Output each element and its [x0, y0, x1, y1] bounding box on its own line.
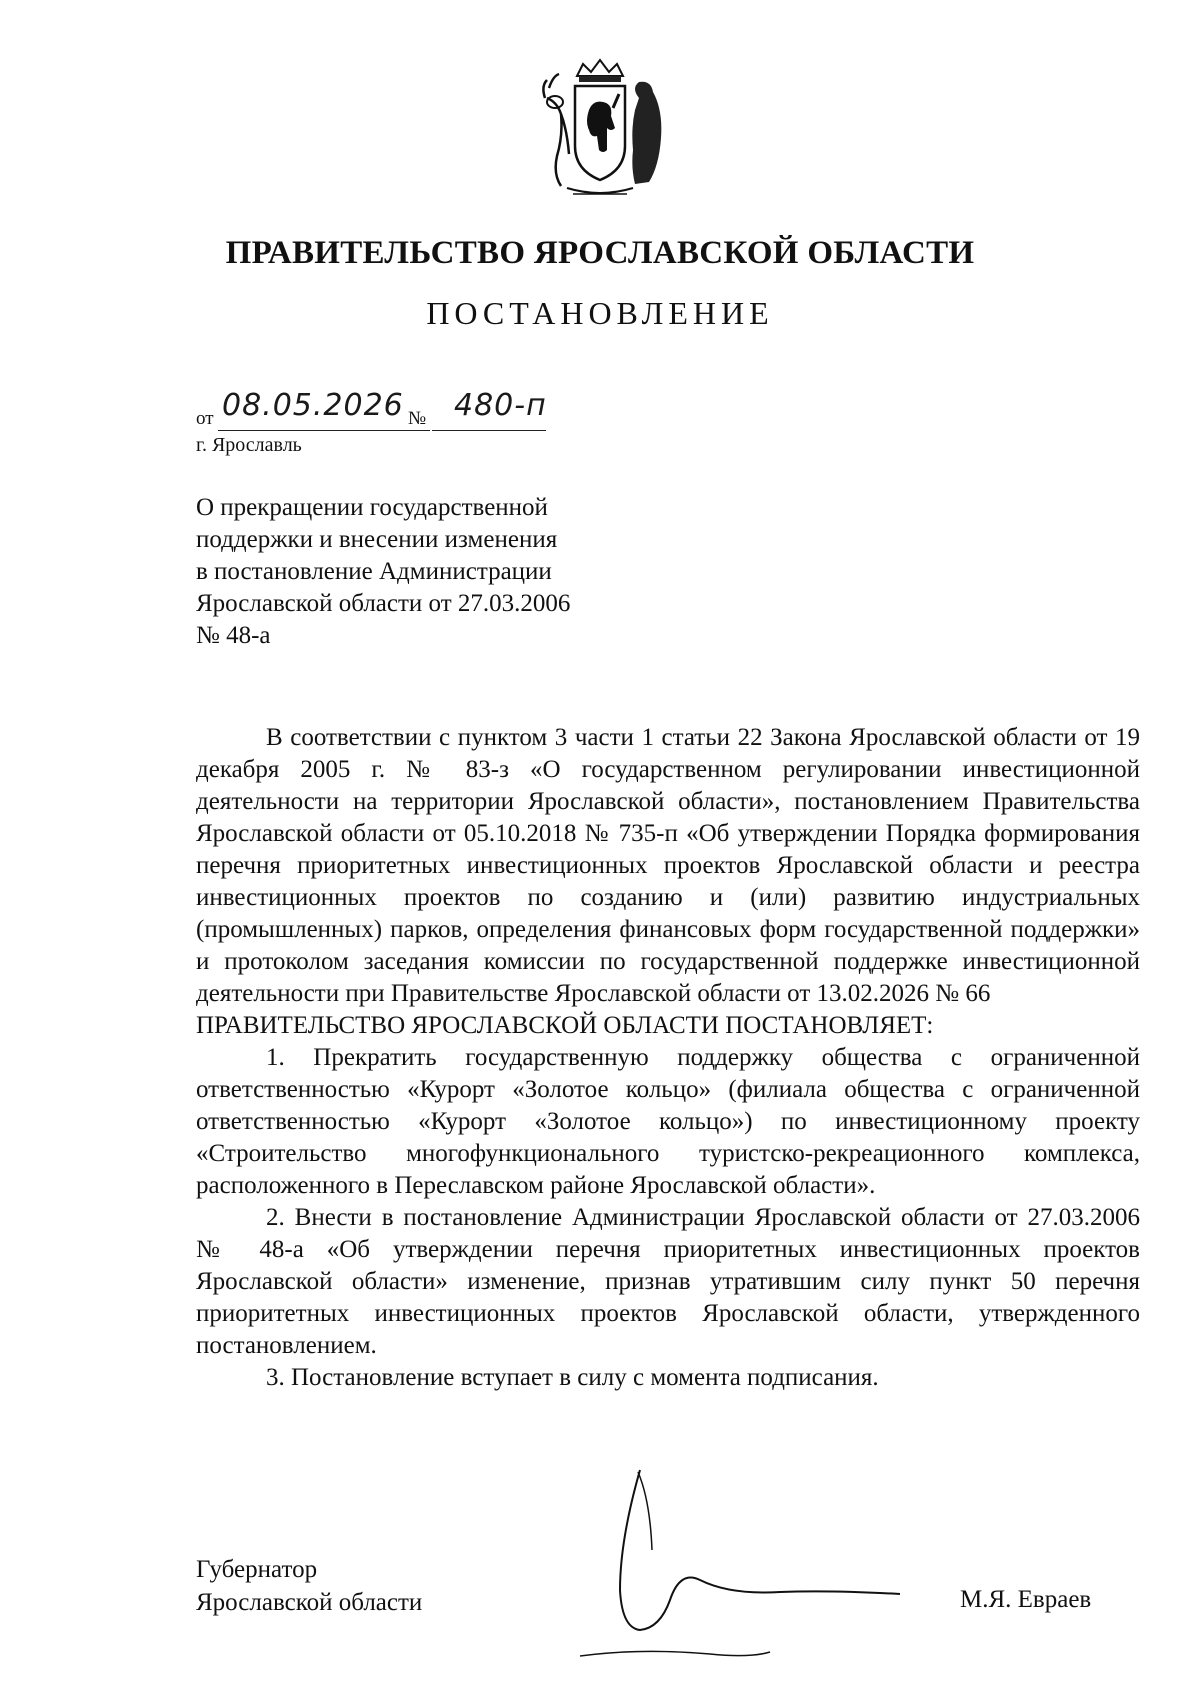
date-label: от: [196, 408, 214, 429]
document-body: [196, 722, 1140, 1394]
document-type: ПОСТАНОВЛЕНИЕ: [426, 295, 774, 331]
item-3: 3. Постановление вступает в силу с момента подписания.: [266, 1364, 879, 1391]
item-2: 2. Внести в постановление Администрации Ярославской области от 27.03.2006 № 48-а «Об утверждении перечня приоритетных инвестиционных проектов Ярославской области» изменение, признав утратившим силу пункт 50 перечня приоритетных инвестиционных проектов Ярославской области, утвержденного постановлением.: [196, 1204, 1140, 1359]
date-handwritten: 08.05.2026: [222, 388, 404, 423]
subject-line: Ярославской области от 27.03.2006: [196, 590, 571, 617]
city: г. Ярославль: [196, 434, 302, 456]
item-1: 1. Прекратить государственную поддержку общества с ограниченной ответственностью «Курорт «Золотое кольцо» (филиала общества с ограниченной ответственностью «Курорт «Золотое кольцо») по инвестиционному проекту «Строительство многофункционального туристско-рекреационного комплекса, расположенного в Переславском районе Ярославской области».: [196, 1044, 1140, 1199]
subject-line: № 48-а: [196, 622, 271, 649]
coat-of-arms-icon: [527, 58, 673, 204]
number-handwritten: 480-п: [454, 388, 547, 423]
preamble: В соответствии с пунктом 3 части 1 статьи 22 Закона Ярославской области от 19 декабря 2005 г. № 83-з «О государственном регулировании инвестиционной деятельности на территории Ярославской области», постановлением Правительства Ярославской области от 05.10.2018 № 735-п «Об утверждении Порядка формирования перечня приоритетных инвестиционных проектов Ярославской области и реестра инвестиционных проектов по созданию и (или) развитию индустриальных (промышленных) парков, определения финансовых форм государственной поддержки» и протоколом заседания комиссии по государственной поддержке инвестиционной деятельности при Правительстве Ярославской области от 13.02.2026 № 66: [196, 724, 1140, 1007]
subject-line: в постановление Администрации: [196, 558, 552, 585]
decree-line: ПРАВИТЕЛЬСТВО ЯРОСЛАВСКОЙ ОБЛАСТИ ПОСТАНОВЛЯЕТ:: [196, 1012, 934, 1039]
document-subject: [196, 492, 636, 652]
organization-title: ПРАВИТЕЛЬСТВО ЯРОСЛАВСКОЙ ОБЛАСТИ: [225, 235, 975, 271]
position-line: Губернатор: [196, 1556, 318, 1583]
subject-line: поддержки и внесении изменения: [196, 526, 558, 553]
signatory-name: М.Я. Евраев: [960, 1586, 1092, 1613]
handwritten-signature-icon: [580, 1460, 920, 1680]
signatory-position: [196, 1553, 422, 1619]
number-label: №: [408, 408, 427, 429]
position-line: Ярославской области: [196, 1589, 423, 1616]
subject-line: О прекращении государственной: [196, 494, 548, 521]
